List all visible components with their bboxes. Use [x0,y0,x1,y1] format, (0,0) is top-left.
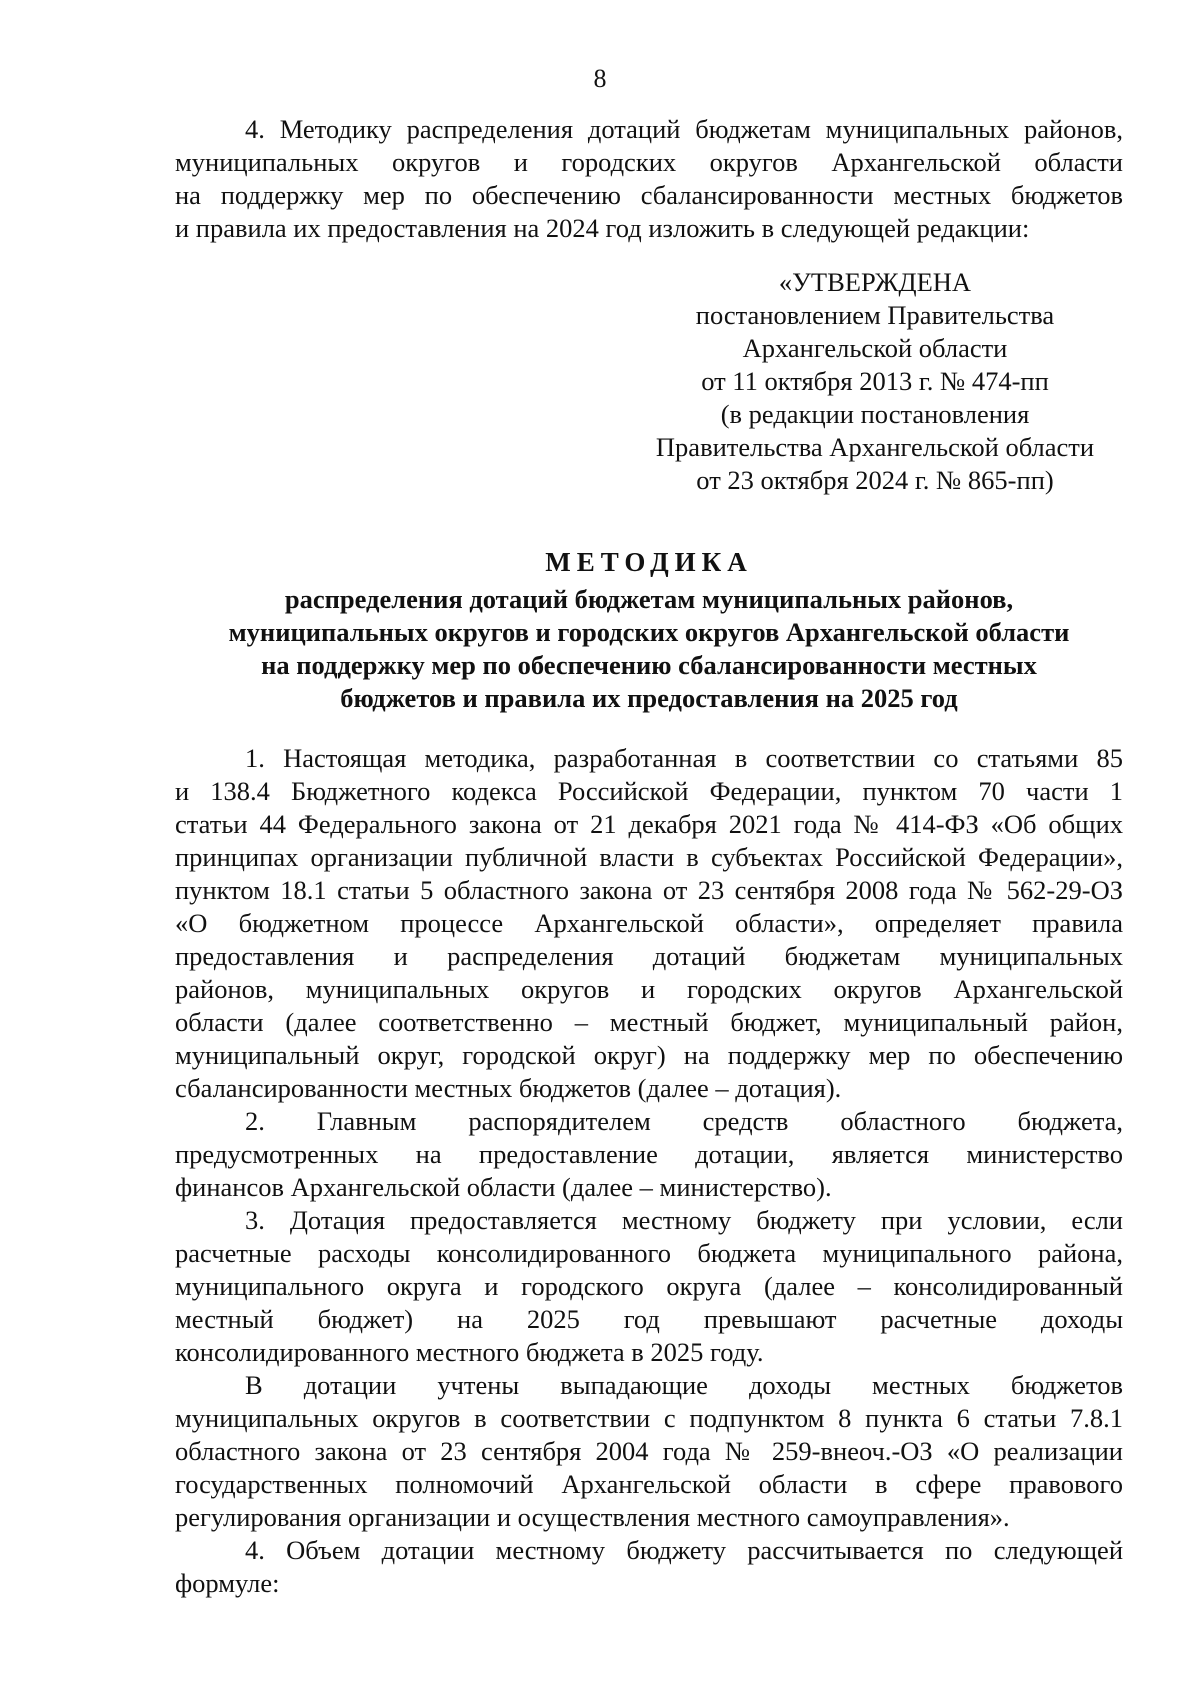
body-line: государственных полномочий Архангельской области в сфере правового [175,1469,1123,1499]
title-subtitle-line: муниципальных округов и городских округов Архангельской области [228,617,1070,647]
title-subtitle-line: на поддержку мер по обеспечению сбалансированности местных [261,650,1037,680]
body-line: 4. Объем дотации местному бюджету рассчитывается по следующей [245,1535,1123,1565]
body-line: областного закона от 23 сентября 2004 года № 259-внеоч.-ОЗ «О реализации [175,1436,1123,1466]
approval-line: от 11 октября 2013 г. № 474-пп [701,366,1049,396]
body-line: принципах организации публичной власти в субъектах Российской Федерации», [175,842,1123,872]
body-line: и 138.4 Бюджетного кодекса Российской Федерации, пунктом 70 части 1 [175,776,1123,806]
body-line: муниципальных округов в соответствии с подпунктом 8 пункта 6 статьи 7.8.1 [175,1403,1123,1433]
approval-line: Правительства Архангельской области [655,432,1095,462]
intro-line: 4. Методику распределения дотаций бюджетам муниципальных районов, [245,114,1123,144]
body-text [175,742,1123,1600]
body-line: 1. Настоящая методика, разработанная в соответствии со статьями 85 [245,743,1123,773]
body-line: муниципального округа и городского округа (далее – консолидированный [175,1271,1123,1301]
intro-line: муниципальных округов и городских округов Архангельской области [175,147,1123,177]
body-line: регулирования организации и осуществления местного самоуправления». [175,1502,1010,1532]
approval-line: постановлением Правительства [695,300,1055,330]
body-line: районов, муниципальных округов и городских округов Архангельской [175,974,1123,1004]
intro-line: на поддержку мер по обеспечению сбалансированности местных бюджетов [175,180,1123,210]
approval-line: (в редакции постановления [720,399,1030,429]
intro-paragraph [175,113,1123,245]
approval-line: Архангельской области [742,333,1008,363]
body-line: формуле: [175,1568,280,1598]
body-line: 2. Главным распорядителем средств областного бюджета, [245,1106,1123,1136]
title-subtitle-line: бюджетов и правила их предоставления на 2025 год [340,683,958,713]
body-line: местный бюджет) на 2025 год превышают расчетные доходы [175,1304,1123,1334]
title-heading: МЕТОДИКА [545,547,753,577]
body-line: В дотации учтены выпадающие доходы местных бюджетов [245,1370,1123,1400]
body-line: «О бюджетном процессе Архангельской области», определяет правила [175,908,1123,938]
body-line: консолидированного местного бюджета в 2025 году. [175,1337,764,1367]
approval-line: «УТВЕРЖДЕНА [778,267,972,297]
body-line: предусмотренных на предоставление дотации, является министерство [175,1139,1123,1169]
body-line: сбалансированности местных бюджетов (далее – дотация). [175,1073,842,1103]
body-line: финансов Архангельской области (далее – министерство). [175,1172,832,1202]
body-line: муниципальный округ, городской округ) на поддержку мер по обеспечению [175,1040,1123,1070]
body-line: статьи 44 Федерального закона от 21 декабря 2021 года № 414-ФЗ «Об общих [175,809,1123,839]
body-line: расчетные расходы консолидированного бюджета муниципального района, [175,1238,1123,1268]
page-number: 8 [593,64,607,93]
body-line: пунктом 18.1 статьи 5 областного закона от 23 сентября 2008 года № 562-29-ОЗ [175,875,1123,905]
title-subtitle-line: распределения дотаций бюджетам муниципальных районов, [284,584,1014,614]
body-line: области (далее соответственно – местный бюджет, муниципальный район, [175,1007,1123,1037]
body-line: 3. Дотация предоставляется местному бюджету при условии, если [245,1205,1123,1235]
document-title [175,546,1123,715]
intro-line: и правила их предоставления на 2024 год изложить в следующей редакции: [175,213,1030,243]
body-line: предоставления и распределения дотаций бюджетам муниципальных [175,941,1123,971]
approval-line: от 23 октября 2024 г. № 865-пп) [696,465,1054,495]
approval-stamp-block [640,266,1110,497]
